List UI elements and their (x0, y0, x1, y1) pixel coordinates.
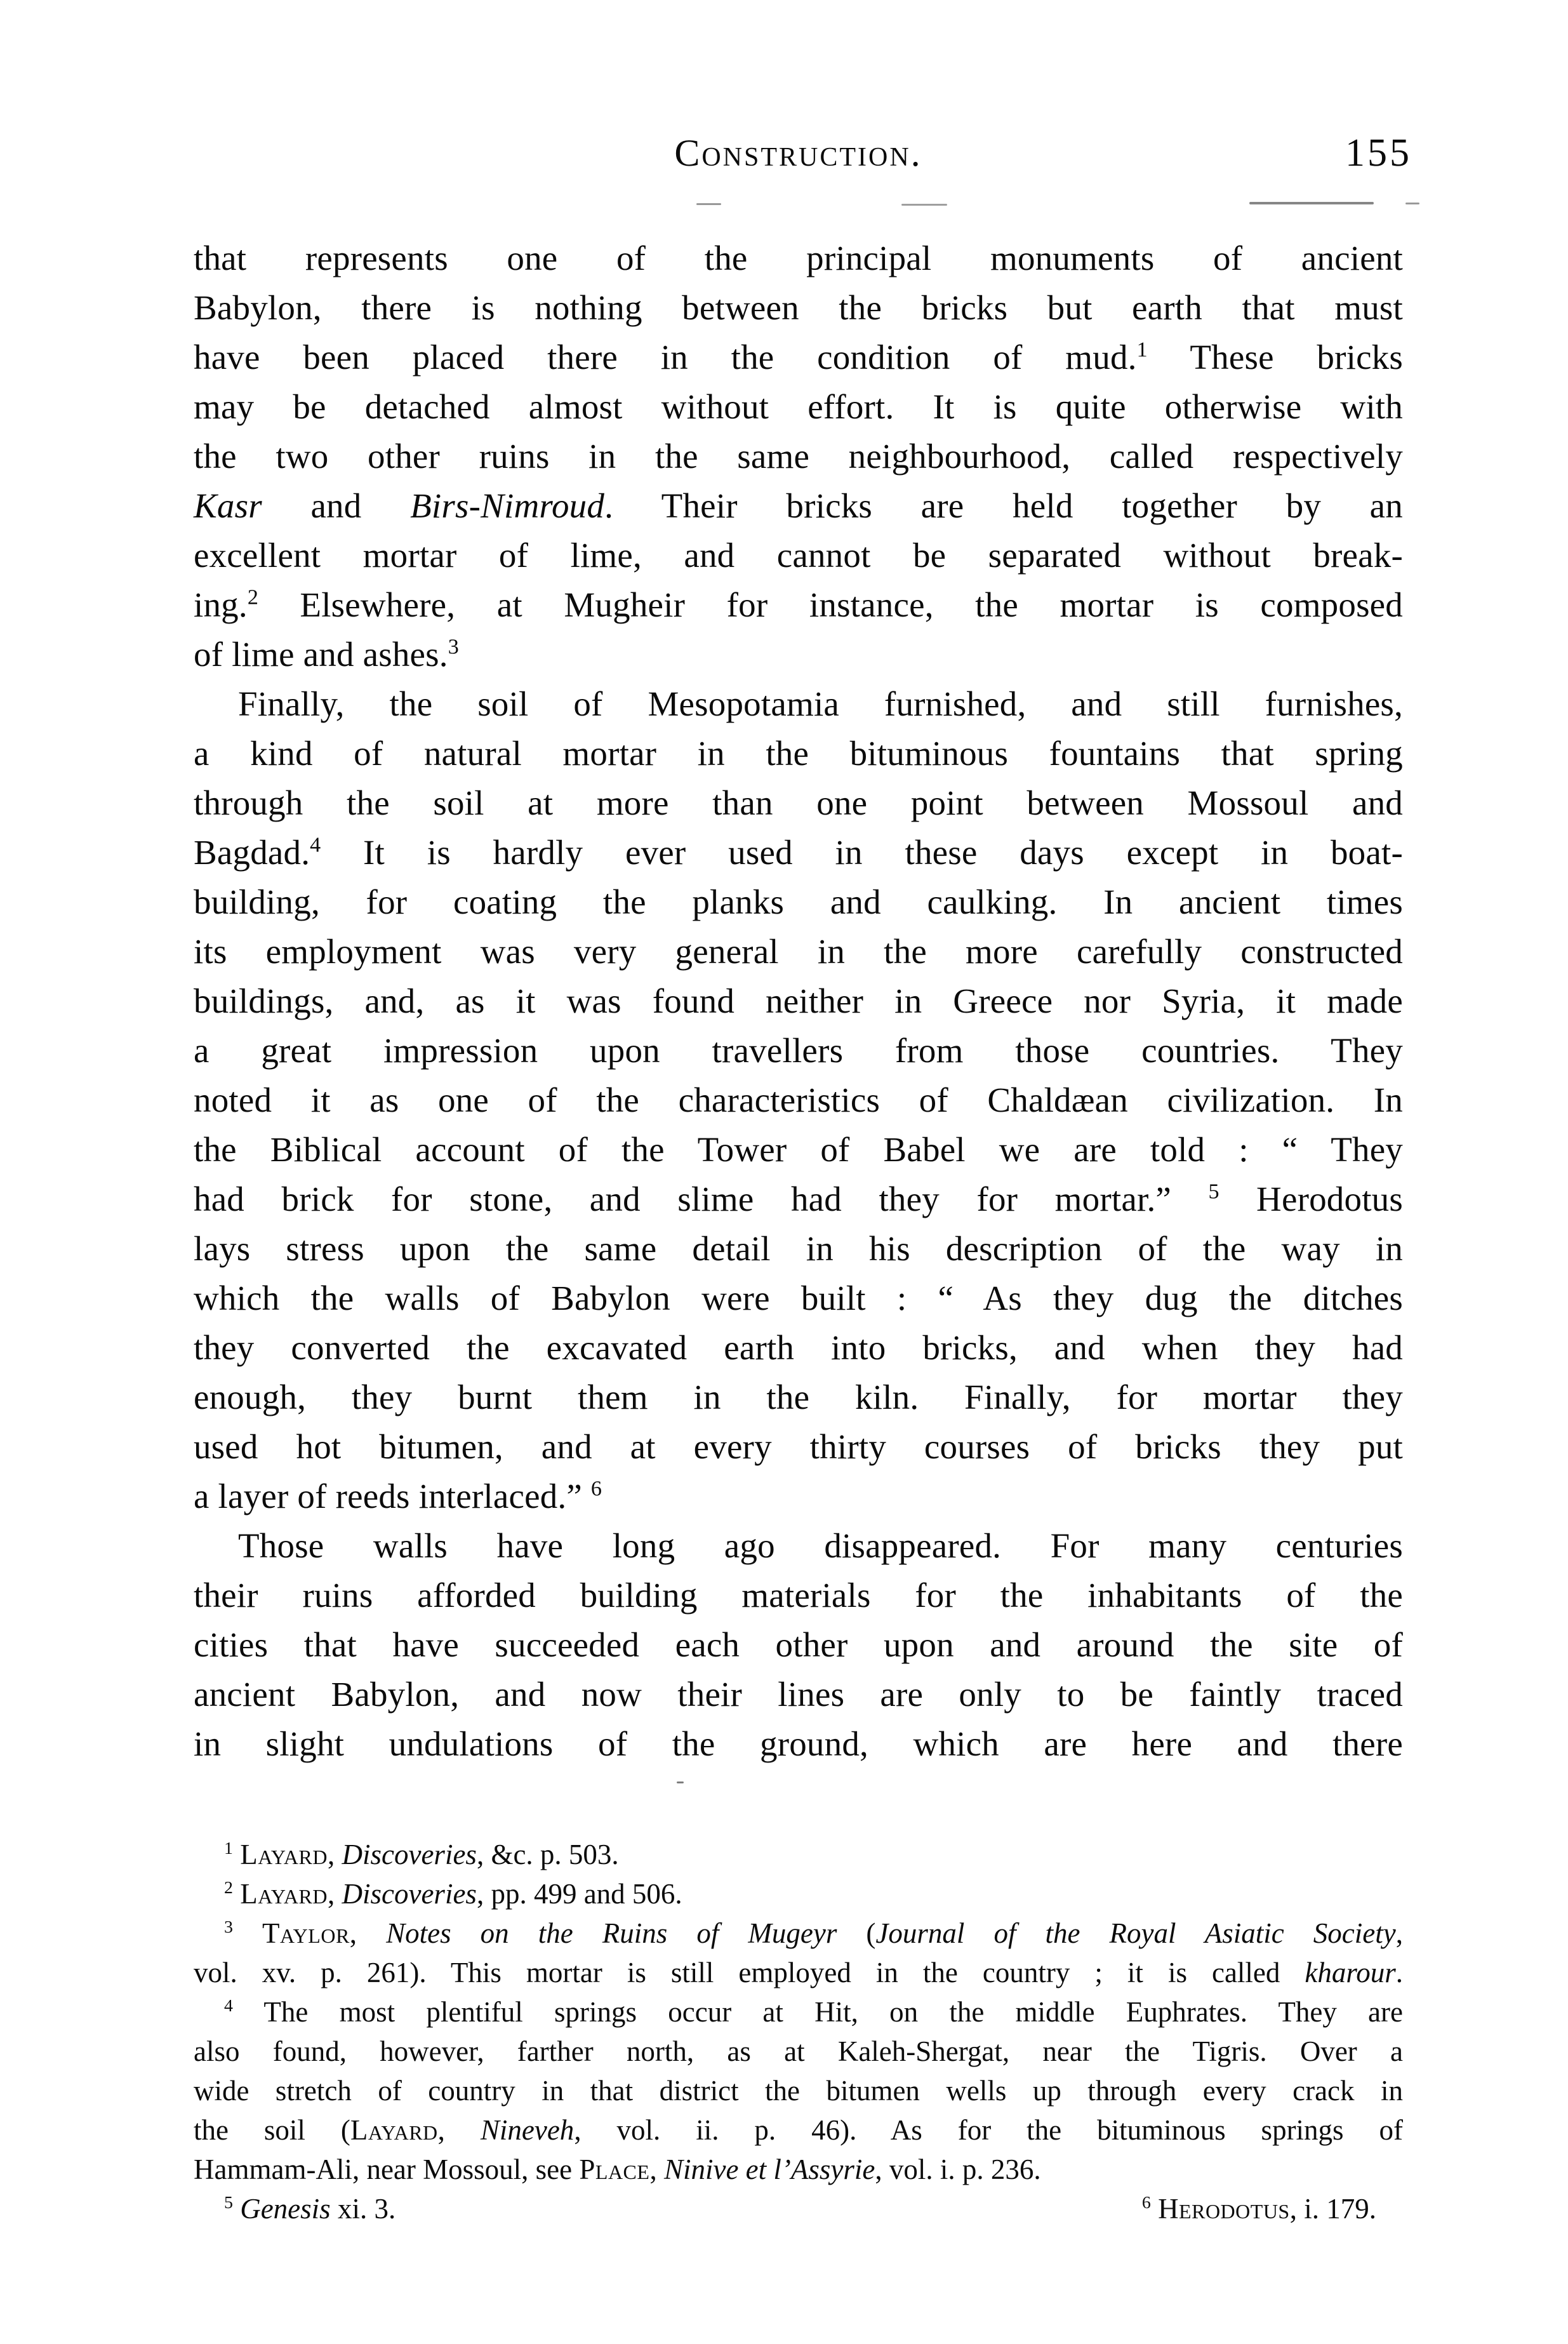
text-line: Bagdad.$^4$ It is hardly ever used in these days except in boat- (194, 833, 1403, 872)
text-line: in slight undulations of the ground, which are here and there (194, 1724, 1403, 1763)
footnotes (194, 1835, 1403, 2228)
text-line: enough, they burnt them in the kiln. Finally, for mortar they (194, 1378, 1403, 1416)
text-line: a layer of reeds interlaced.” $^6$ (194, 1477, 602, 1515)
text-line: the soil (Layard, Nineveh, vol. ii. p. 46). As for the bituminous springs of (194, 2114, 1403, 2146)
text-line: Finally, the soil of Mesopotamia furnished, and still furnishes, (238, 684, 1403, 723)
text-line: noted it as one of the characteristics of Chaldæan civilization. In (194, 1081, 1403, 1119)
text-line: building, for coating the planks and caulking. In ancient times (194, 882, 1403, 921)
text-line: Hammam-Ali, near Mossoul, see Place, Ninive et l’Assyrie, vol. i. p. 236. (194, 2154, 1041, 2185)
footnote-item: $^6$ Herodotus, i. 179. (1141, 2193, 1376, 2225)
text-line: cities that have succeeded each other upon and around the site of (194, 1625, 1403, 1664)
text-line: ing.$^2$ Elsewhere, at Mugheir for instance, the mortar is composed (194, 585, 1403, 624)
text-line: wide stretch of country in that district the bitumen wells up through every crack in (194, 2075, 1403, 2107)
header-rule-fragment (1249, 202, 1374, 204)
text-line: their ruins afforded building materials for the inhabitants of the (194, 1576, 1403, 1615)
paragraph (194, 1521, 1403, 1769)
text-line: which the walls of Babylon were built : “ As they dug the ditches (194, 1279, 1403, 1317)
text-line: have been placed there in the condition of mud.$^1$ These bricks (194, 338, 1403, 376)
header-rule-fragment (901, 204, 947, 206)
text-line: $^4$ The most plentiful springs occur at Hit, on the middle Euphrates. They are (224, 1996, 1403, 2028)
text-line: $^3$ Taylor, Notes on the Ruins of Mugeyr (Journal of the Royal Asiatic Society, (224, 1917, 1403, 1949)
paragraph (194, 679, 1403, 1521)
text-line: $^2$ Layard, Discoveries, pp. 499 and 506. (224, 1878, 682, 1910)
text-line (194, 2189, 1403, 2228)
text-line: a kind of natural mortar in the bituminous fountains that spring (194, 734, 1403, 773)
text-line: Kasr and Birs-Nimroud. Their bricks are held together by an (194, 486, 1403, 525)
text-line: they converted the excavated earth into bricks, and when they had (194, 1328, 1403, 1367)
text-line: lays stress upon the same detail in his description of the way in (194, 1229, 1403, 1268)
text-line: of lime and ashes.$^3$ (194, 635, 459, 674)
header-rule-fragment (696, 203, 721, 205)
text-line: $^1$ Layard, Discoveries, &c. p. 503. (224, 1839, 619, 1870)
text-line: the Biblical account of the Tower of Babel we are told : “ They (194, 1130, 1403, 1169)
text-line: excellent mortar of lime, and cannot be separated without break- (194, 536, 1403, 575)
page-header (194, 124, 1412, 182)
text-line: vol. xv. p. 261). This mortar is still employed in the country ; it is called kharour. (194, 1957, 1403, 1988)
text-line: may be detached almost without effort. It is quite otherwise with (194, 387, 1403, 426)
text-line: had brick for stone, and slime had they for mortar.” $^5$ Herodotus (194, 1180, 1403, 1218)
text-line: buildings, and, as it was found neither in Greece nor Syria, it made (194, 982, 1403, 1020)
text-line: ancient Babylon, and now their lines are only to be faintly traced (194, 1675, 1403, 1714)
text-line: through the soil at more than one point between Mossoul and (194, 783, 1403, 822)
body-text (194, 234, 1403, 1769)
text-line: its employment was very general in the more carefully constructed (194, 932, 1403, 971)
text-line: a great impression upon travellers from those countries. They (194, 1031, 1403, 1070)
text-line: Babylon, there is nothing between the bricks but earth that must (194, 288, 1403, 327)
footnote-item: $^5$ Genesis xi. 3. (224, 2193, 396, 2225)
running-title: Construction. (674, 132, 922, 174)
header-rule-fragment (1405, 203, 1419, 204)
text-line: the two other ruins in the same neighbourhood, called respectively (194, 437, 1403, 476)
page-number: 155 (1345, 131, 1412, 175)
text-line: Those walls have long ago disappeared. For many centuries (238, 1526, 1403, 1565)
paragraph (194, 234, 1403, 679)
text-line: that represents one of the principal monuments of ancient (194, 239, 1403, 277)
scan-speck (677, 1781, 684, 1783)
text-line: used hot bitumen, and at every thirty courses of bricks they put (194, 1427, 1403, 1466)
text-line: also found, however, farther north, as at Kaleh-Shergat, near the Tigris. Over a (194, 2035, 1403, 2067)
